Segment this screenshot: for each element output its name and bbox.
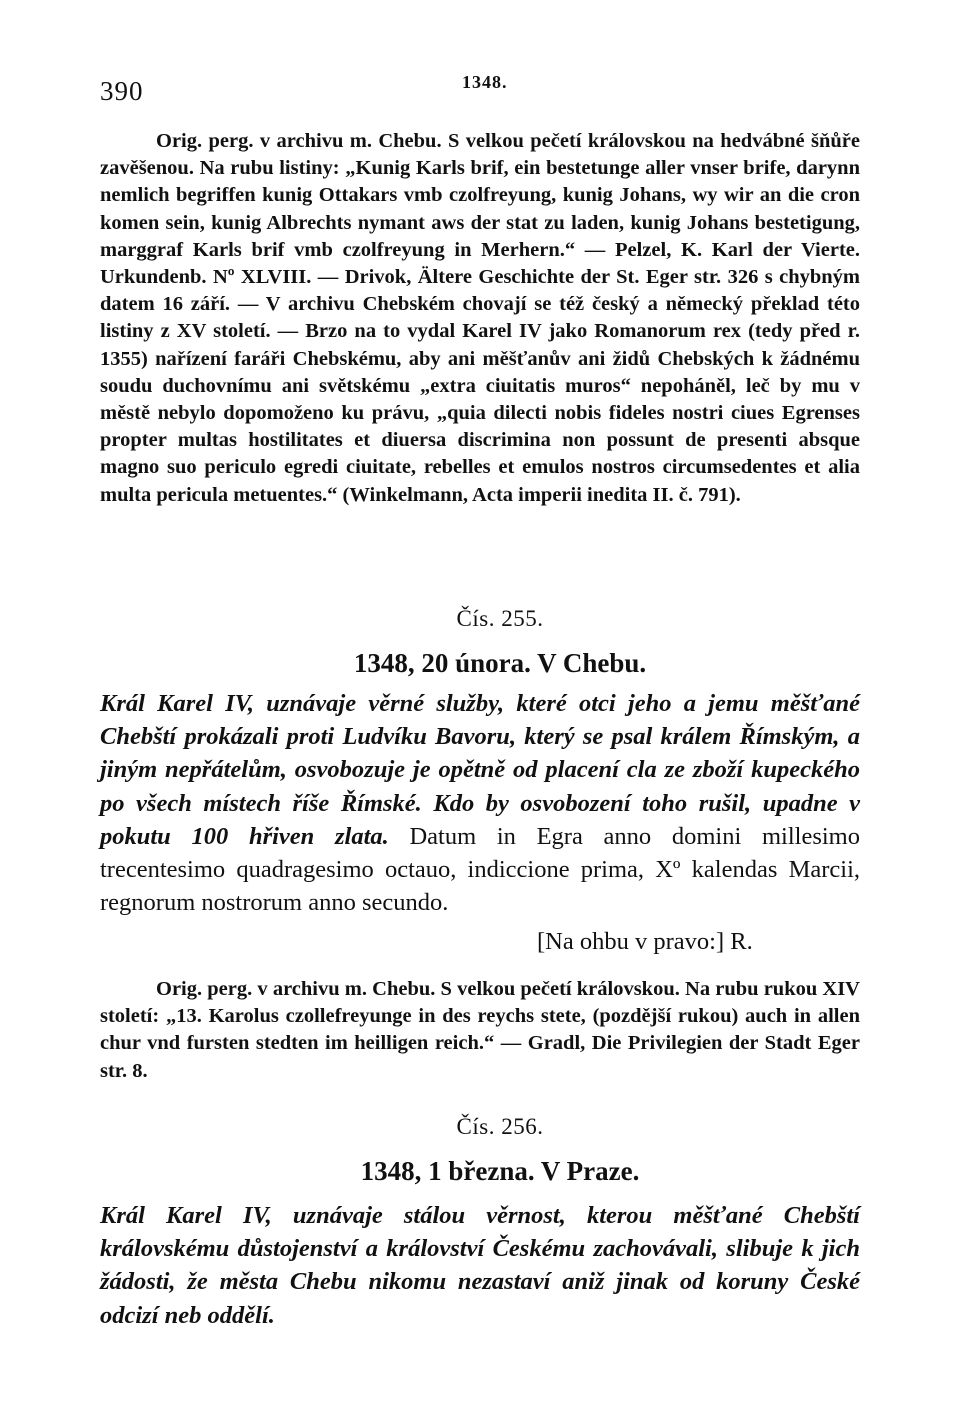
latin-dating: Datum in Egra anno domini millesimo trecentesimo quadragesimo octauo, indiccione prima, Xº kalendas Marcii, regnorum nostrorum anno secundo. — [100, 822, 860, 917]
entry-heading: 1348, 1 března. V Praze. — [360, 1156, 640, 1186]
entry-body — [100, 687, 860, 919]
page-number: 390 — [100, 76, 144, 106]
entry-body — [100, 1199, 860, 1332]
regest-text: Král Karel IV, uznávaje věrné služby, které otci jeho a jemu měšťané Chebští prokázali proti Ludvíku Bavoru, který se psal králem Římským, a jiným nepřátelům, osvobozuje je opětně od placení cla ze zboží kupeckého po všech místech říše Římské. Kdo by osvobození toho rušil, upadne v pokutu 100 hřiven zlata. — [100, 690, 860, 850]
footnote-text: Orig. perg. v archivu m. Chebu. S velkou pečetí královskou. Na rubu rukou XIV století: „13. Karolus czollefreyunge in des reychs stete, (pozdější rukou) auch in allen chur vnd fursten stedten im heilligen reich.“ — Gradl, Die Privilegien der Stadt Eger str. 8. — [100, 978, 860, 1082]
footnote-text: Orig. perg. v archivu m. Chebu. S velkou pečetí královskou na hedvábné šňůře zavěšenou. Na rubu listiny: „Kunig Karls brif, ein bestetunge aller vnser brife, darynn nemlich begriffen kunig Ottakars vmb czolfreyung, kunig Johans, wy wir an die cron komen sein, kunig Albrechts nymant aws der stat zu laden, kunig Johans bestetigung, marggraf Karls brif vmb czolfreyung in Merhern.“ — Pelzel, K. Karl der Vierte. Urkundenb. Nº XLVIII. — Drivok, Ältere Geschichte der St. Eger str. 326 s chybným datem 16 září. — V archivu Chebském chovají se též český a německý překlad této listiny z XV století. — Brzo na to vydal Karel IV jako Romanorum rex (tedy před r. 1355) nařízení faráři Chebskému, aby ani měšťanův ani židů Chebských k žádnému soudu duchovnímu ani světskému „extra ciuitatis muros“ nepoháněl, leč by mu v městě nebylo dopomoženo ku právu, „quia dilecti nobis fideles nostri ciues Egrenses propter multas hostilitates et diuersa discrimina non possunt de presenti absque magno suo periculo egredi ciuitate, rebelles et emulos nostros circumsedentes et alia multa pericula metuentes.“ (Winkelmann, Acta imperii inedita II. č. 791). — [100, 130, 860, 506]
running-header-year: 1348. — [462, 72, 508, 92]
footnote-block — [100, 128, 860, 509]
entry-number: Čís. 255. — [456, 606, 544, 631]
entry-heading: 1348, 20 února. V Chebu. — [353, 648, 647, 678]
regest-text: Král Karel IV, uznávaje stálou věrnost, kterou měšťané Chebští královskému důstojenství a království Českému zachovávali, slibuje k jich žádosti, že města Chebu nikomu nezastaví aniž jinak od koruny České odcizí neb oddělí. — [100, 1202, 860, 1329]
page-header — [100, 72, 860, 112]
entry-number: Čís. 256. — [456, 1114, 544, 1139]
footnote-block — [100, 976, 860, 1085]
signature-note: [Na ohbu v pravo:] R. — [537, 928, 753, 955]
